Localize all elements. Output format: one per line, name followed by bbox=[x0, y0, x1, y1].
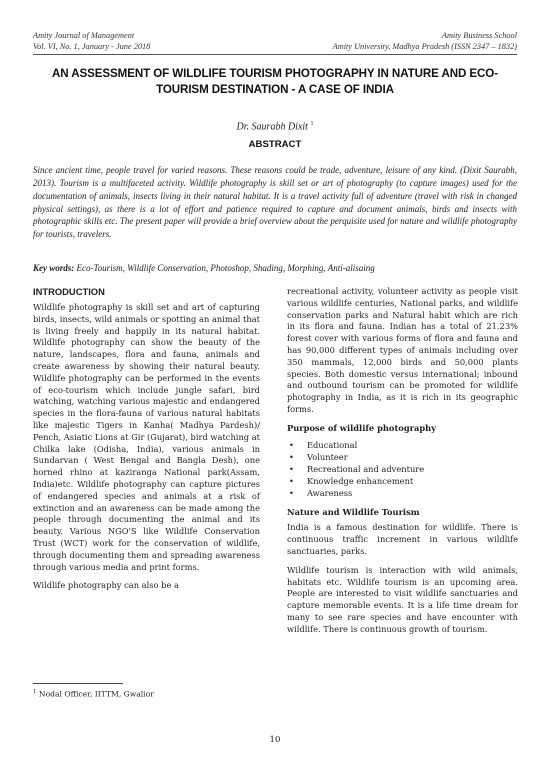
keywords-line bbox=[33, 263, 517, 273]
footnote-divider bbox=[33, 683, 123, 684]
introduction-paragraph-1: Wildlife photography is skill set and art of capturing birds, insects, wild animals or spotting an animal that is living freely and happily in its natural habitat. Wildlife photography can show the beauty of the nature, landscapes, flora and fauna, animals and create awareness by showing their natural beauty. Wildlife photography can be performed in the events of eco-tourism which include jungle safari, bird watching, watching various majestic and endangered species in the flora-fauna of various natural habitats like majestic Tigers in Kanha( Madhya Pardesh)/ Pench, Asiatic Lions at Gir (Gujarat), bird watching at Chilka lake (Odisha, India), various animals in Sundarvan ( West Bengal and Bangla Desh), one horned rhino at kaziranga National park(Assam, India)etc. Wildlife photography can capture pictures of endangered species and animals at a risk of extinction and an awareness can be made among the people through documenting the animal and its beauty. Various NGO'S like Wildlife Conservation Trust (WCT) work for the conservation of wildlife, through documenting them and spreading awareness through various media and print forms. bbox=[33, 302, 261, 572]
footnote-mark: 1 bbox=[33, 689, 37, 695]
abstract-text: Since ancient time, people travel for varied reasons. These reasons could be trade, adventure, leisure of any kind. (Dixit Saurabh, 2013). Tourism is a multifaceted activity. Wildlife photography is skill set or art of photography (to capture images) used for the documentation of animals, insects living in their natural habitat. It is a travel activity full of adventure (travel with risk in changed physical settings), as there is a lot of effort and patience required to capture and document animals, birds and insects with photographic skills etc. The present paper will provide a brief overview about the perquisite used for nature and wildlife photography for tourists, travelers. bbox=[33, 165, 517, 240]
abstract-heading: ABSTRACT bbox=[248, 139, 302, 150]
right-paragraph-1: recreational activity, volunteer activity as people visit various wildlife centuries, National parks, and wildlife conservation parks and Natural habit which are rich in its flora and fauna. Indian has a total of 21.23% forest cover with various forms of flora and fauna and has 90,000 different types of animals including over 350 mammals, 12,000 birds and 50,000 plants species. Both domestic versus international; inbound and outbound tourism can be promoted for wildlife photography in India, as it is rich in its geographic forms. bbox=[287, 286, 518, 414]
right-column bbox=[287, 286, 518, 636]
keywords-label: Key words: bbox=[33, 263, 75, 273]
left-column bbox=[33, 286, 260, 592]
page-number: 10 bbox=[269, 735, 281, 745]
introduction-paragraph-2: Wildlife photography can also be a bbox=[33, 580, 179, 591]
author-name: Dr. Saurabh Dixit bbox=[236, 121, 308, 133]
journal-header-right bbox=[333, 30, 517, 52]
purpose-item: • Educational bbox=[287, 439, 518, 451]
nature-tourism-heading: Nature and Wildlife Tourism bbox=[287, 506, 420, 517]
purpose-item: • Volunteer bbox=[287, 451, 518, 463]
introduction-heading: INTRODUCTION bbox=[33, 286, 105, 297]
header-divider bbox=[33, 54, 517, 55]
university-issn: Amity University, Madhya Pradesh (ISSN 2347 – 1832) bbox=[332, 42, 517, 51]
purpose-item: • Knowledge enhancement bbox=[287, 475, 518, 487]
keywords-text: Eco-Tourism, Wildlife Conservation, Photoshop, Shading, Morphing, Anti-alisaing bbox=[76, 263, 375, 273]
author-footnote-mark: 1 bbox=[310, 121, 314, 127]
author-line bbox=[0, 121, 550, 132]
purpose-item: • Awareness bbox=[287, 487, 518, 499]
journal-volume: Vol. VI, No. 1, January - June 2018 bbox=[33, 42, 151, 51]
purpose-heading: Purpose of wildlife photography bbox=[287, 422, 437, 433]
right-paragraph-2: India is a famous destination for wildlife. There is continuous traffic increment in various wildlife sanctuaries, parks. bbox=[287, 522, 518, 556]
paper-title: AN ASSESSMENT OF WILDLIFE TOURISM PHOTOGRAPHY IN NATURE AND ECO-TOURISM DESTINATION - A CASE OF INDIA bbox=[52, 67, 498, 96]
right-paragraph-3: Wildlife tourism is interaction with wild animals, habitats etc. Wildlife tourism is an upcoming area. People are interested to visit wildlife sanctuaries and capture memorable events. It is a life time dream for many to see rare species and have encounter with wildlife. There is continuous growth of tourism. bbox=[287, 564, 518, 634]
journal-name: Amity Journal of Management bbox=[33, 31, 135, 40]
footnote bbox=[33, 689, 154, 699]
school-name: Amity Business School bbox=[441, 31, 517, 40]
footnote-text: Nodal Officer, IITTM, Gwalior bbox=[38, 689, 154, 699]
purpose-list bbox=[287, 439, 518, 500]
purpose-item: • Recreational and adventure bbox=[287, 463, 518, 475]
journal-header-left bbox=[33, 30, 150, 52]
